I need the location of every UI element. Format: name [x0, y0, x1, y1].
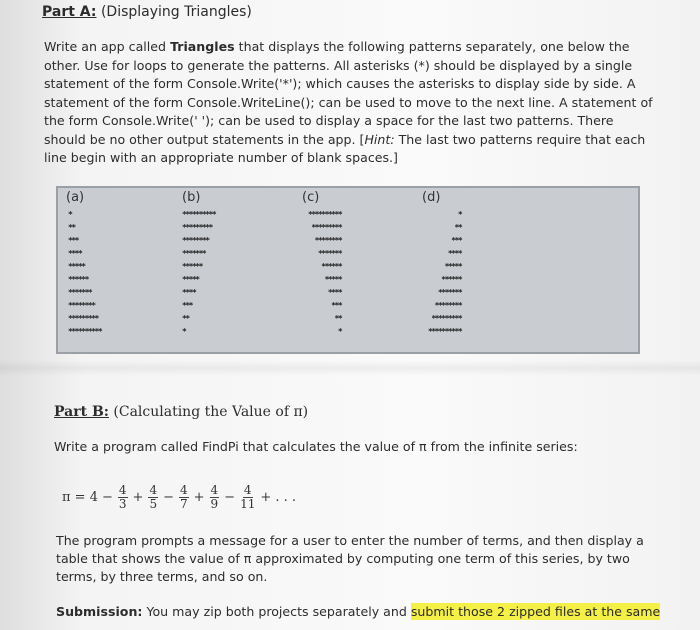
part-a-text-2: that displays the following patterns separately, one below the other. Use for loops to generate the patterns. All asterisks (*) should be displayed by a single statement of the form Console.Write('*'); which causes the asterisks to display side by side. A statement of the form Console.WriteLine(); can be used to move to the next line. A statement of the form Console.Write(' '); can be used to display a space for the last two patterns. There should be no other output statements in the app. [ [44, 39, 653, 147]
formula-fraction: $\frac{4}{7}$ [179, 483, 188, 511]
part-b-label: Part B: [54, 404, 109, 420]
hint-label: Hint: [364, 131, 395, 147]
pattern-c: ********** ********* ******** ******* ****** ***** **** *** ** * [308, 210, 342, 336]
formula-op: + [193, 490, 205, 505]
formula-op: − [163, 490, 174, 505]
part-a-text-3: The last two patterns require that each line begin with an appropriate number of blank spaces.] [44, 131, 646, 165]
submission-highlight: submit those 2 zipped files at the same [410, 604, 661, 619]
part-b-title: (Calculating the Value of π) [108, 404, 309, 420]
part-b-instructions: Write a program called FindPi that calculates the value of π from the infinite series: [54, 439, 578, 454]
triangle-patterns-figure [56, 186, 640, 354]
part-a-instructions [44, 38, 656, 168]
formula-lhs: π = 4 [62, 490, 98, 505]
app-name: Triangles [170, 39, 235, 54]
pi-series-formula [60, 484, 298, 511]
pattern-b: ********** ********* ******** ******* ****** ***** **** *** ** * [182, 210, 216, 336]
formula-op: − [101, 490, 113, 505]
formula-op: + [132, 490, 144, 505]
label-d: (d) [422, 190, 441, 205]
label-c: (c) [302, 190, 320, 205]
submission-text: You may zip both projects separately and [142, 604, 411, 619]
formula-op: − [224, 490, 236, 505]
formula-fraction: $\frac{4}{9}$ [210, 483, 219, 511]
label-b: (b) [182, 190, 201, 205]
part-a-label: Part A: [42, 4, 97, 20]
formula-fraction: $\frac{4}{5}$ [149, 483, 158, 511]
part-b-description: The program prompts a message for a user to enter the number of terms, and then display a table that shows the value of π approximated by computing one term of this series, by two terms, by three terms, and so on. [56, 533, 644, 584]
formula-fraction: $\frac{4}{11}$ [240, 483, 256, 511]
submission-note [56, 604, 661, 619]
submission-label: Submission: [56, 604, 143, 619]
part-a-heading [42, 4, 252, 20]
part-a-text-1: Write an app called [44, 39, 171, 54]
paper-fold-shadow [0, 360, 700, 376]
part-b-heading [54, 404, 308, 420]
formula-fraction: $\frac{4}{3}$ [118, 483, 127, 511]
part-a-title: (Displaying Triangles) [96, 4, 252, 20]
pattern-d: * ** *** **** ***** ****** ******* ******** ********* ********** [428, 210, 462, 336]
pattern-a: * ** *** **** ***** ****** ******* ******** ********* ********** [68, 210, 102, 336]
formula-tail: + . . . [260, 490, 297, 505]
label-a: (a) [66, 190, 85, 205]
